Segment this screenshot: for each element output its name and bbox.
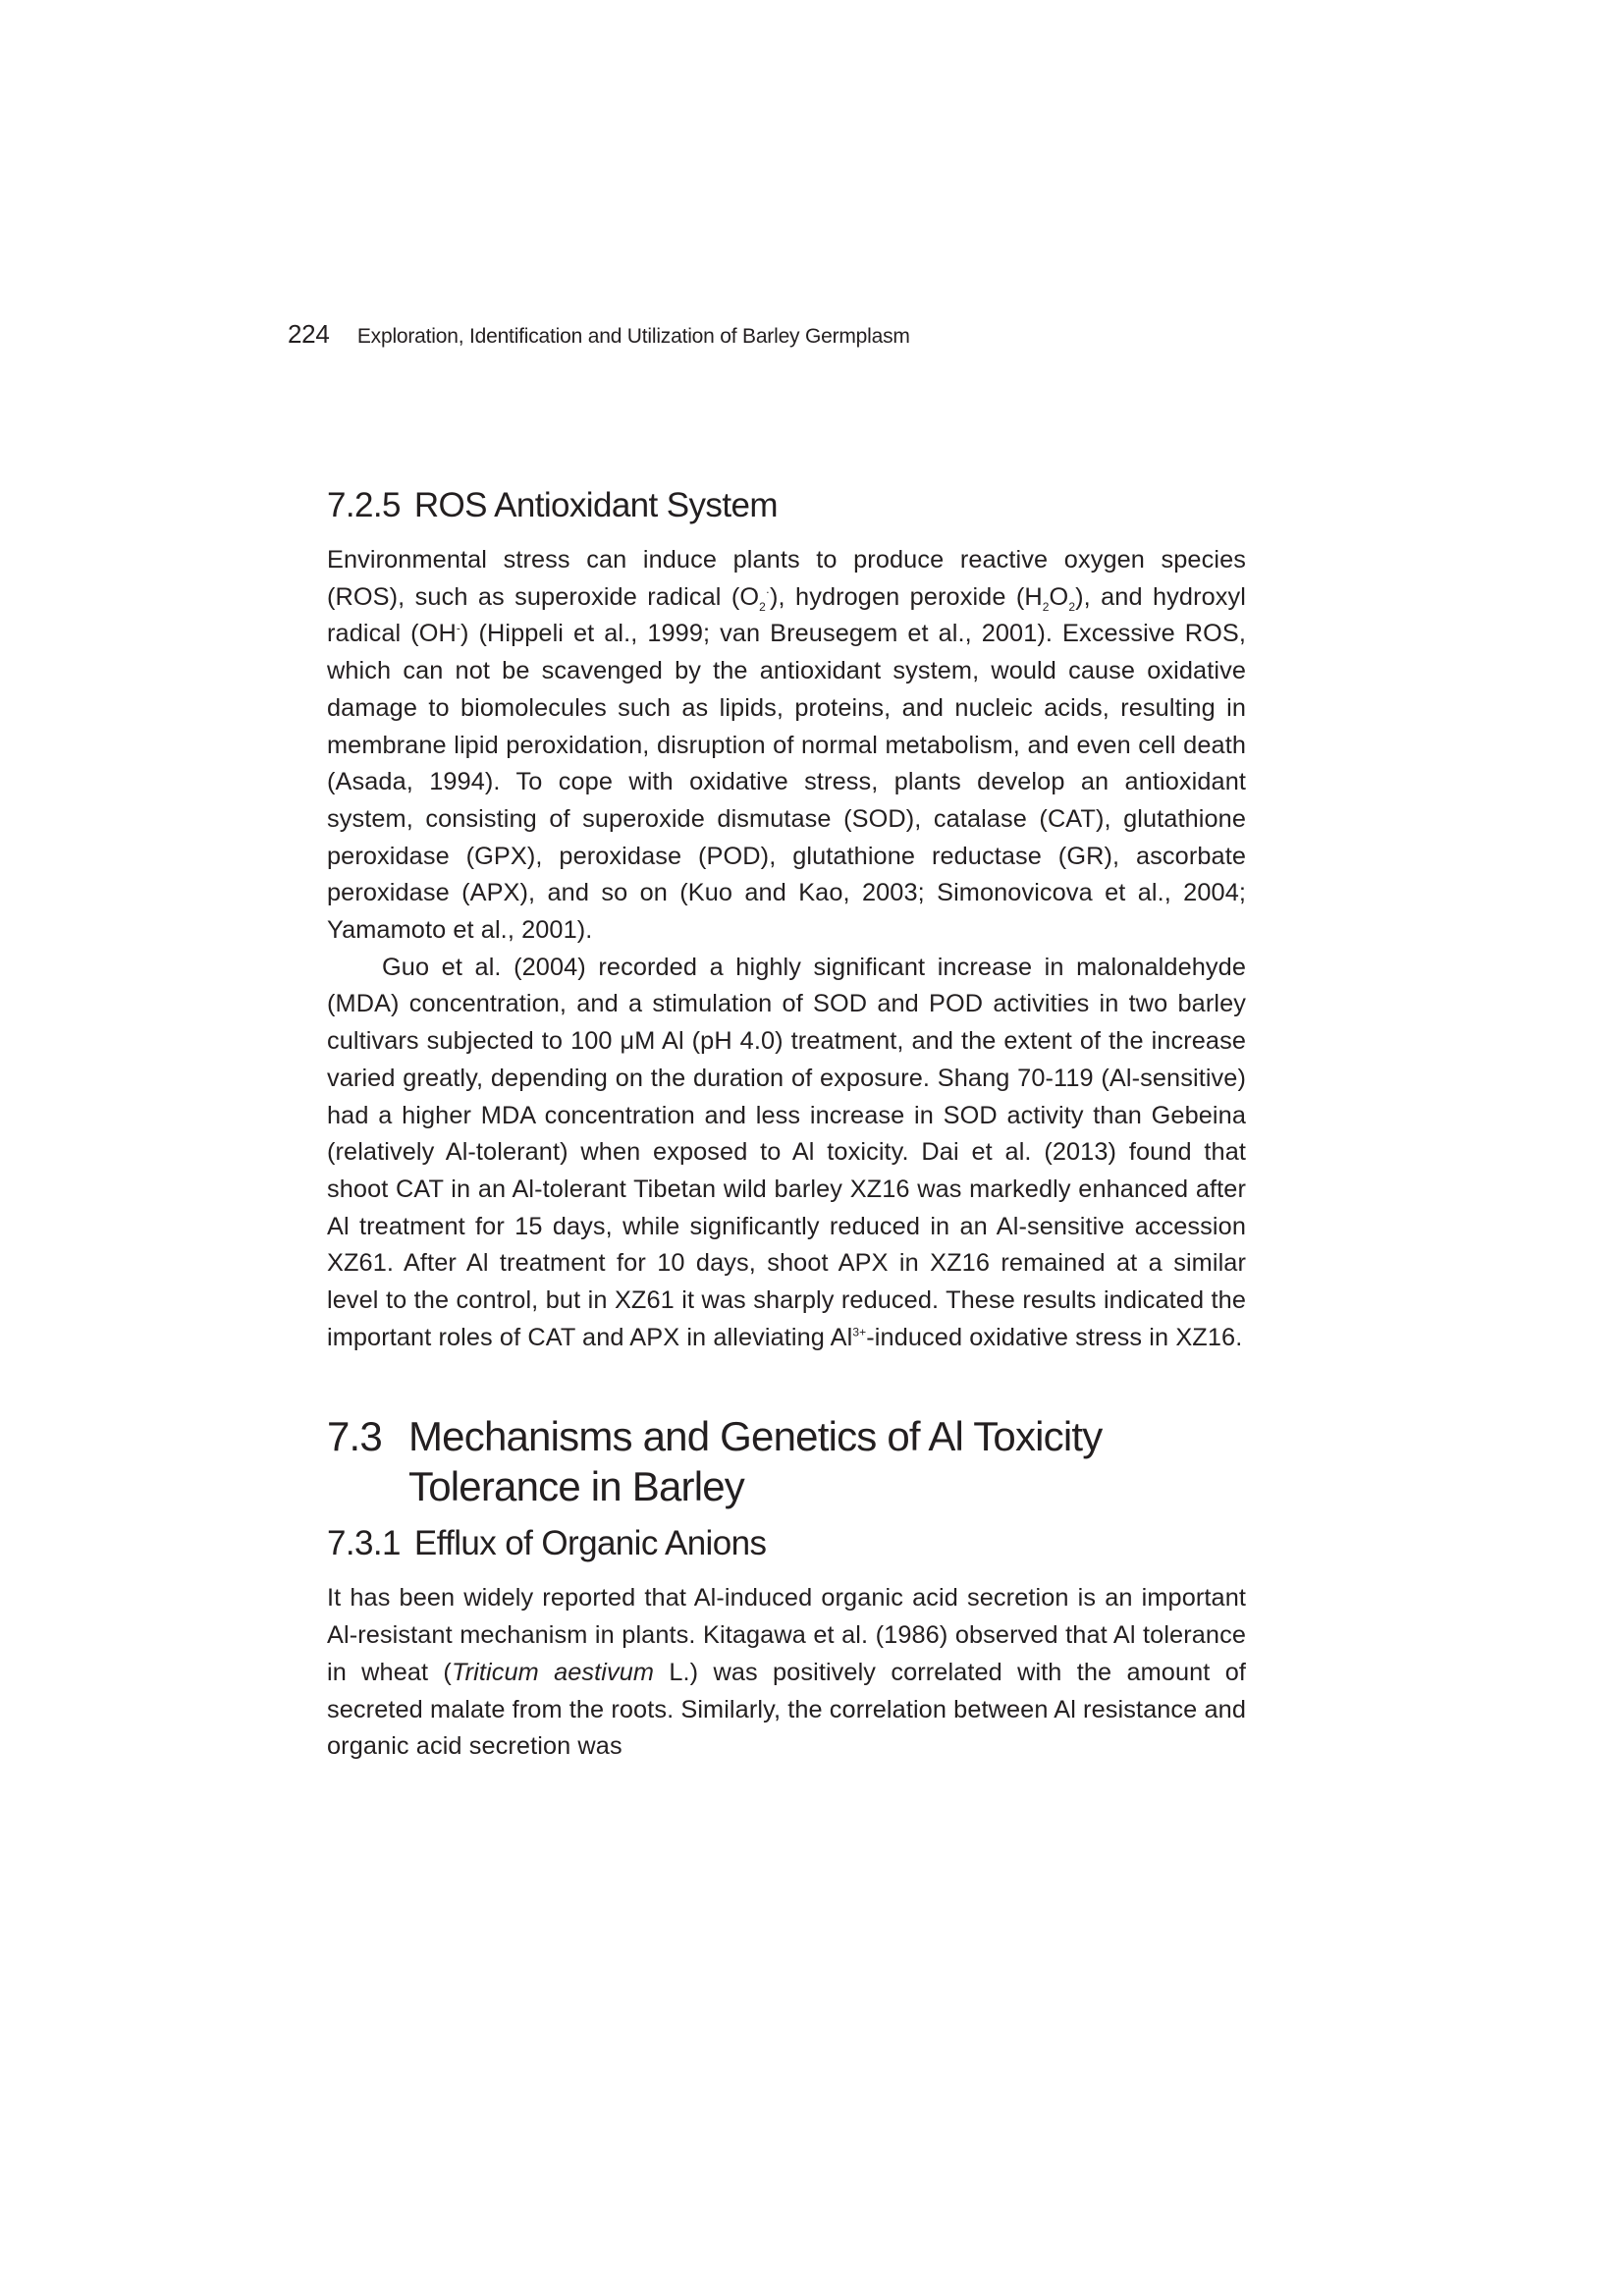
section-title: Efflux of Organic Anions xyxy=(413,1524,767,1563)
page-content xyxy=(327,481,1246,1766)
subscript: 2 xyxy=(759,599,766,614)
superscript: · xyxy=(765,584,771,599)
book-title: Exploration, Identification and Utilization of Barley Germplasm xyxy=(356,325,910,348)
superscript: 3+ xyxy=(852,1325,867,1339)
running-header xyxy=(288,319,910,350)
text-run: -induced oxidative stress in XZ16. xyxy=(866,1323,1243,1351)
section-heading-7-2-5 xyxy=(327,481,1246,530)
section-title: ROS Antioxidant System xyxy=(413,486,778,524)
text-run: ) (Hippeli et al., 1999; van Breusegem et al., 2001). Excessive ROS, which can not be scavenged by the antioxidant system, would cause oxidative damage to biomolecules such as lipids, proteins, and nucleic acids, resulting in membrane lipid peroxidation, disruption of normal metabolism, and even cell death (Asada, 1994). To cope with oxidative stress, plants develop an antioxidant system, consisting of superoxide dismutase (SOD), catalase (CAT), glutathione peroxidase (GPX), peroxidase (POD), glutathione reductase (GR), ascorbate peroxidase (APX), and so on (Kuo and Kao, 2003; Simonovicova et al., 2004; Yamamoto et al., 2001). xyxy=(327,620,1246,945)
subscript: 2 xyxy=(1042,599,1050,614)
section-number: 7.3.1 xyxy=(327,1524,401,1563)
section-number: 7.3 xyxy=(327,1413,382,1460)
superscript: - xyxy=(456,621,460,635)
paragraph-organic-anions xyxy=(327,1580,1246,1766)
subscript: 2 xyxy=(1068,599,1076,614)
text-run: Environmental stress can induce plants to produce reactive oxygen species (ROS), such as superoxide radical (O xyxy=(327,546,1246,611)
section-title-line1: Mechanisms and Genetics of Al Toxicity xyxy=(408,1413,1103,1460)
text-run: It has been widely reported that Al-induced organic acid secretion is an important Al-resistant mechanism in plants. Kitagawa et al. (1986) observed that Al tolerance in wheat ( xyxy=(327,1584,1246,1686)
page-number: 224 xyxy=(288,319,330,349)
section-number: 7.2.5 xyxy=(327,486,401,524)
species-name: Triticum aestivum xyxy=(451,1658,655,1686)
text-run: ), and hydroxyl radical (OH xyxy=(327,582,1246,648)
paragraph-guo-study xyxy=(327,950,1246,1357)
text-run: L.) was positively correlated with the amount of secreted malate from the roots. Similarly, the correlation between Al resistance and organic acid secretion was xyxy=(327,1658,1246,1761)
text-run: ), hydrogen peroxide (H xyxy=(770,582,1043,611)
text-run: O xyxy=(1049,582,1069,611)
section-heading-7-3-1 xyxy=(327,1519,1246,1568)
section-title-line2: Tolerance in Barley xyxy=(408,1463,744,1510)
text-run: Guo et al. (2004) recorded a highly significant increase in malonaldehyde (MDA) concentration, and a stimulation of SOD and POD activities in two barley cultivars subjected to 100 μM Al (pH 4.0) treatment, and the extent of the increase varied greatly, depending on the duration of exposure. Shang 70-119 (Al-sensitive) had a higher MDA concentration and less increase in SOD activity than Gebeina (relatively Al-tolerant) when exposed to Al toxicity. Dai et al. (2013) found that shoot CAT in an Al-tolerant Tibetan wild barley XZ16 was markedly enhanced after Al treatment for 15 days, while significantly reduced in an Al-sensitive accession XZ61. After Al treatment for 10 days, shoot APX in XZ16 remained at a similar level to the control, but in XZ61 it was sharply reduced. These results indicated the important roles of CAT and APX in alleviating Al xyxy=(327,953,1246,1351)
paragraph-ros-intro xyxy=(327,542,1246,950)
section-heading-7-3 xyxy=(327,1411,1246,1511)
